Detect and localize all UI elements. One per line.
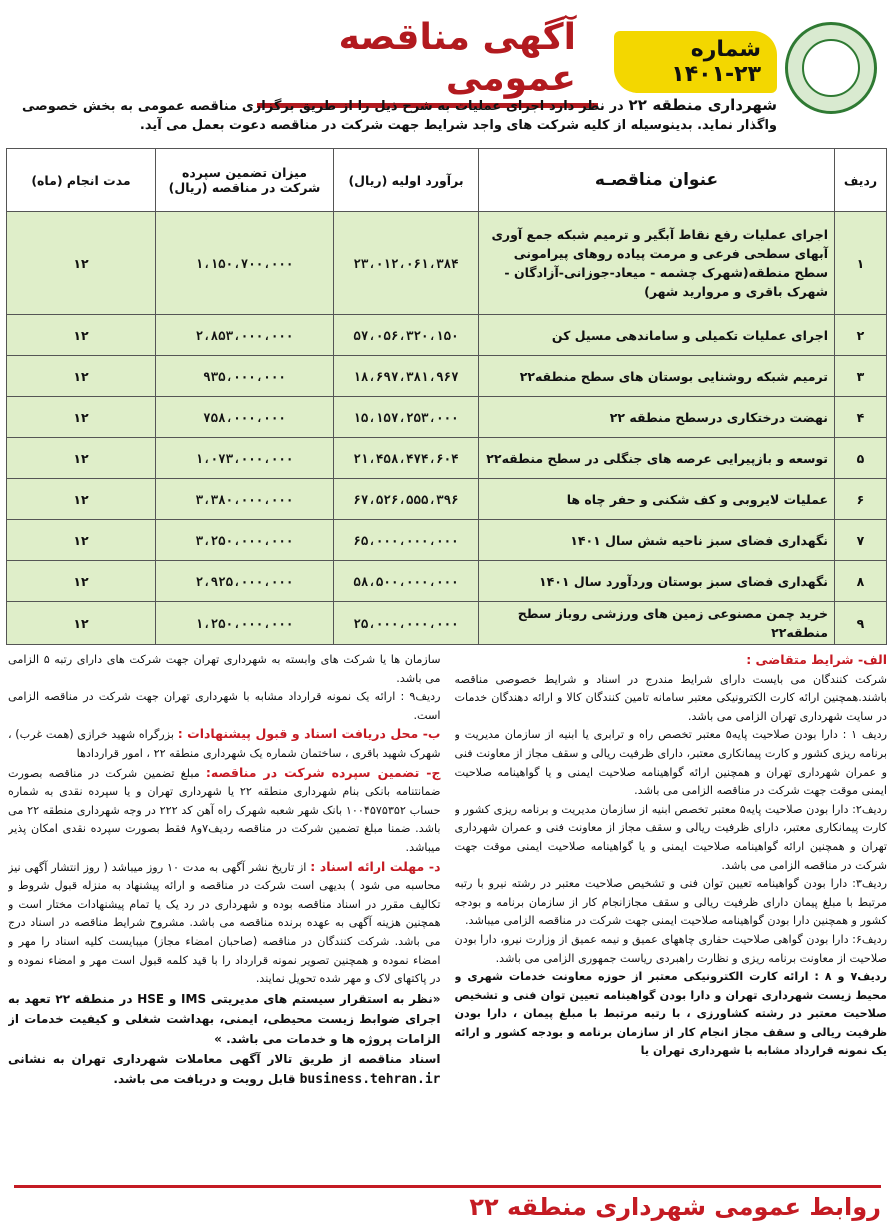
row-9-requirement: ردیف۹ : ارائه یک نمونه قرارداد مشابه با شهرداری تهران جهت شرکت در مناقصه الزامی است.	[8, 690, 441, 722]
table-row	[7, 520, 887, 561]
row-duration: ۱۲	[7, 479, 156, 520]
row-number: ۴	[835, 397, 887, 438]
row-duration: ۱۲	[7, 315, 156, 356]
municipality-logo	[785, 22, 877, 114]
row-title: اجرای عملیات رفع نقاط آبگیر و ترمیم شبکه جمع آوری آبهای سطحی فرعی و مرمت پیاده روهای پیرامونی سطح منطقه(شهرک چشمه - میعاد-جوزانی-آزادگان - شهرک باقری و مروارید شهر)	[479, 212, 835, 315]
row-title: خرید چمن مصنوعی زمین های ورزشی روباز سطح منطقه۲۲	[479, 602, 835, 645]
row-number: ۵	[835, 438, 887, 479]
row-title: نگهداری فضای سبز بوستان وردآورد سال ۱۴۰۱	[479, 561, 835, 602]
row-deposit: ۲،۸۵۳،۰۰۰،۰۰۰	[156, 315, 334, 356]
row-deposit: ۹۳۵،۰۰۰،۰۰۰	[156, 356, 334, 397]
intro-lead: شهرداری منطقه ۲۲	[628, 96, 777, 114]
hse-note: «نظر به استقرار سیستم های مدیریتی IMS و HSE در منطقه ۲۲ تعهد به اجرای ضوابط زیست محیطی، ایمنی، بهداشت شغلی و کیفیت خدمات از الزامات پروژه ها و خدمات می باشد. »	[8, 991, 441, 1046]
header-estimate: برآورد اولیه (ریال)	[334, 149, 479, 212]
row-duration: ۱۲	[7, 438, 156, 479]
conditions-section	[8, 651, 887, 1186]
row-deposit: ۳،۲۵۰،۰۰۰،۰۰۰	[156, 520, 334, 561]
website-link[interactable]: business.tehran.ir	[299, 1071, 441, 1087]
row-estimate: ۵۸،۵۰۰،۰۰۰،۰۰۰	[334, 561, 479, 602]
conditions-left-column	[8, 651, 441, 1186]
table-row	[7, 602, 887, 645]
header-deposit: میزان تضمین سپرده شرکت در مناقصه (ریال)	[156, 149, 334, 212]
row-7-8-requirement: ردیف۷ و ۸ : ارائه کارت الکترونیکی معتبر از حوزه معاونت خدمات شهری و محیط زیست شهرداری تهران و دارا بودن گواهینامه تعیین توان فنی و تشخیص صلاحیت معتبر در رشته کشاورزی ، با رتبه مرتبط با مبلغ پیمان ، دارا بودن ظرفیت ریالی و سقف مجاز انجام کار از سازمان برنامه و بودجه کشور و ارائه یک نمونه قرارداد مشابه با شهرداری تهران یا	[454, 970, 887, 1058]
tender-table	[6, 148, 887, 645]
notice-header	[8, 8, 887, 133]
row-estimate: ۲۱،۴۵۸،۴۷۴،۶۰۴	[334, 438, 479, 479]
table-row	[7, 356, 887, 397]
row-deposit: ۳،۳۸۰،۰۰۰،۰۰۰	[156, 479, 334, 520]
notice-banner	[257, 16, 777, 99]
row-deposit: ۱،۰۷۳،۰۰۰،۰۰۰	[156, 438, 334, 479]
row-estimate: ۱۵،۱۵۷،۲۵۳،۰۰۰	[334, 397, 479, 438]
header-tender-title: عنوان مناقصـه	[479, 149, 835, 212]
notice-number: شماره ۲۳-۱۴۰۱	[614, 31, 777, 93]
row-deposit: ۷۵۸،۰۰۰،۰۰۰	[156, 397, 334, 438]
section-d-heading: د- مهلت ارائه اسناد :	[310, 858, 441, 874]
header-duration: مدت انجام (ماه)	[7, 149, 156, 212]
intro-text: در نظر دارد اجرای عملیات به شرح ذیل را از طریق برگزاری مناقصه عمومی به بخش خصوصی واگذار نماید. بدینوسیله از کلیه شرکت های واجد شرایط جهت شرکت در مناقصه دعوت بعمل می آید.	[22, 99, 777, 133]
table-row	[7, 479, 887, 520]
notice-title: آگهی مناقصه عمومی	[257, 17, 598, 108]
intro-paragraph	[22, 96, 777, 135]
row-2-requirement: ردیف۲: دارا بودن صلاحیت پایه۵ معتبر تخصص ابنیه از سازمان مدیریت و برنامه ریزی کشور و کارت پیمانکاری معتبر، دارای ظرفیت ریالی و سقف مجاز از معاونت فنی و عمران شهرداری تهران و همچنین ارائه گواهینامه صلاحیت ایمنی و یا گواهینامه صلاحیت ایمنی موقت جهت شرکت در مناقصه الزامی می باشد.	[454, 802, 887, 872]
row-estimate: ۶۵،۰۰۰،۰۰۰،۰۰۰	[334, 520, 479, 561]
row-title: اجرای عملیات تکمیلی و ساماندهی مسیل کن	[479, 315, 835, 356]
row-deposit: ۱،۱۵۰،۷۰۰،۰۰۰	[156, 212, 334, 315]
section-d-text: از تاریخ نشر آگهی به مدت ۱۰ روز میباشد ( روز انتشار آگهی نیز محاسبه می شود ) بدیهی است شرکت در مناقصه و ارائه پیشنهاد به منزله قبول شروط و تکالیف مقرر در اسناد مناقصه بوده و شهرداری در رد یک یا تمام پیشنهادات مختار است و همچنین هزینه آگهی به عهده برنده مناقصه می باشد. مشروح شرایط مناقصه در اسناد درج می باشد. شرکت کنندگان در مناقصه (صاحبان امضاء مجاز) میبایست کلیه اسناد را مهر و امضاء نموده و همچنین تصویر نمونه قرارداد را با قید کلمه قبول است مهر و امضاء نموده و در پاکتهای لاک و مهر شده تحویل نمایند.	[8, 860, 441, 986]
row-duration: ۱۲	[7, 397, 156, 438]
row-6-requirement: ردیف۶: دارا بودن گواهی صلاحیت حفاری چاههای عمیق و نیمه عمیق از وزارت نیرو، دارا بودن صلاحیت از معاونت برنامه ریزی و نظارت راهبردی ریاست جمهوری الزامی می باشد.	[454, 932, 887, 965]
row-duration: ۱۲	[7, 602, 156, 645]
section-b-text: بزرگراه شهید خرازی (همت غرب) ، شهرک شهید باقری ، ساختمان شماره یک شهرداری منطقه ۲۲ ، امور قراردادها	[8, 728, 441, 760]
row-number: ۹	[835, 602, 887, 645]
notice-footer	[14, 1185, 881, 1226]
table-row	[7, 397, 887, 438]
row-duration: ۱۲	[7, 212, 156, 315]
row-3-requirement: ردیف۳: دارا بودن گواهینامه تعیین توان فنی و تشخیص صلاحیت معتبر در رشته نیرو با رتبه مرتبط با مبلغ پیمان دارای ظرفیت ریالی و سقف مجازانجام کار از سازمان برنامه و بودجه کشور و همچنین دارا بودن گواهینامه صلاحیت ایمنی جهت شرکت در مناقصه الزامی میباشد.	[454, 877, 887, 928]
public-relations-label: روابط عمومی شهرداری منطقه ۲۲	[469, 1193, 881, 1221]
row-duration: ۱۲	[7, 356, 156, 397]
row-estimate: ۵۷،۰۵۶،۳۲۰،۱۵۰	[334, 315, 479, 356]
header-row-number: ردیف	[835, 149, 887, 212]
documents-info-end: قابل رویت و دریافت می باشد.	[113, 1071, 296, 1086]
section-c-heading: ج- تضمین سپرده شرکت در مناقصه:	[205, 764, 441, 780]
row-duration: ۱۲	[7, 561, 156, 602]
row-deposit: ۲،۹۲۵،۰۰۰،۰۰۰	[156, 561, 334, 602]
row-title: توسعه و بازپیرایی عرصه های جنگلی در سطح منطقه۲۲	[479, 438, 835, 479]
row-title: نگهداری فضای سبز ناحیه شش سال ۱۴۰۱	[479, 520, 835, 561]
row-title: ترمیم شبکه روشنایی بوستان های سطح منطقه۲۲	[479, 356, 835, 397]
table-header-row	[7, 149, 887, 212]
row-duration: ۱۲	[7, 520, 156, 561]
section-a-paragraph: شرکت کنندگان می بایست دارای شرایط مندرج در اسناد و شرایط خصوصی مناقصه باشند.همچنین ارائه کارت الکترونیکی معتبر سامانه تامین کنندگان کالا و ارائه دهندگان خدمات در سایت شهرداری تهران الزامی می باشد.	[454, 672, 887, 723]
section-b-heading: ب- محل دریافت اسناد و قبول پیشنهادات :	[177, 726, 441, 742]
row-number: ۷	[835, 520, 887, 561]
section-a-heading: الف- شرایط متقاضی :	[746, 652, 887, 667]
documents-info: اسناد مناقصه از طریق تالار آگهی معاملات شهرداری تهران به نشانی	[8, 1051, 441, 1066]
row-title: نهضت درختکاری درسطح منطقه ۲۲	[479, 397, 835, 438]
row-estimate: ۶۷،۵۲۶،۵۵۵،۳۹۶	[334, 479, 479, 520]
row-number: ۲	[835, 315, 887, 356]
row-7-8-requirement-cont: سازمان ها یا شرکت های وابسته به شهرداری تهران جهت شرکت های دارای رتبه ۵ الزامی می باشد.	[8, 653, 441, 685]
table-row	[7, 212, 887, 315]
conditions-right-column	[455, 651, 888, 1186]
row-estimate: ۲۵،۰۰۰،۰۰۰،۰۰۰	[334, 602, 479, 645]
row-number: ۳	[835, 356, 887, 397]
section-c-text: مبلغ تضمین شرکت در مناقصه بصورت ضمانتنامه بانکی بنام شهرداری منطقه ۲۲ یا شهرداری تهران و یا سپرده نقدی به شماره حساب ۱۰۰۴۵۷۵۳۵۲ بانک شهر شعبه شهرک راه آهن کد ۲۲۲ در وجه شهرداری منطقه ۲۲ می باشد. ضمنا مبلغ تضمین شرکت در مناقصه ردیف۷و۸ فقط بصورت سپرده نقدی امکان پذیر میباشد.	[8, 766, 441, 854]
table-row	[7, 561, 887, 602]
row-estimate: ۱۸،۶۹۷،۳۸۱،۹۶۷	[334, 356, 479, 397]
row-number: ۸	[835, 561, 887, 602]
row-deposit: ۱،۲۵۰،۰۰۰،۰۰۰	[156, 602, 334, 645]
row-number: ۶	[835, 479, 887, 520]
row-1-requirement: ردیف ۱ : دارا بودن صلاحیت پایه۵ معتبر تخصص راه و ترابری یا ابنیه از سازمان مدیریت و برنامه ریزی کشور و کارت پیمانکاری معتبر، دارای ظرفیت ریالی و سقف مجاز از معاونت فنی و عمران شهرداری تهران و همچنین ارائه گواهینامه صلاحیت ایمنی و یا گواهینامه صلاحیت ایمنی موقت جهت شرکت در مناقصه الزامی می باشد.	[454, 728, 887, 798]
row-title: عملیات لایروبی و کف شکنی و حفر چاه ها	[479, 479, 835, 520]
table-row	[7, 315, 887, 356]
row-number: ۱	[835, 212, 887, 315]
row-estimate: ۲۳،۰۱۲،۰۶۱،۳۸۴	[334, 212, 479, 315]
table-row	[7, 438, 887, 479]
